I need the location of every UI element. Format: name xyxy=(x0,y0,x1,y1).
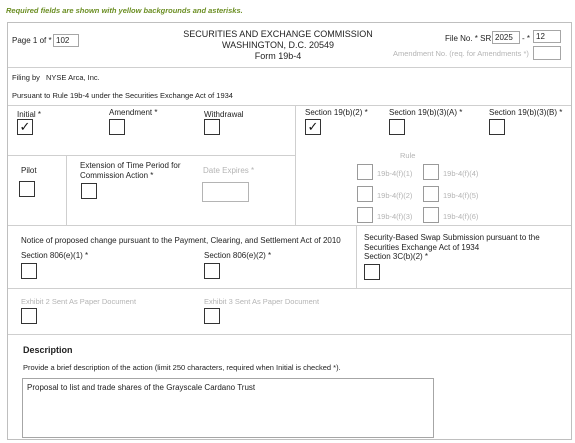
amendment-label: Amendment * xyxy=(109,108,158,117)
date-expires-input[interactable] xyxy=(202,182,249,202)
form-name: Form 19b-4 xyxy=(254,51,302,61)
initial-label: Initial * xyxy=(17,110,42,119)
description-instructions: Provide a brief description of the action (limit 250 characters, required when Initial is checked *). xyxy=(23,363,341,372)
amendment-no-input[interactable] xyxy=(533,46,561,60)
rule-19b4f2-checkbox[interactable] xyxy=(357,186,373,202)
section-806e2-label: Section 806(e)(2) * xyxy=(204,251,272,260)
divider xyxy=(295,105,296,225)
pursuant-text: Pursuant to Rule 19b-4 under the Securities Exchange Act of 1934 xyxy=(12,91,233,100)
file-year-input[interactable]: 2025 xyxy=(492,31,520,44)
file-no-separator: - * xyxy=(522,34,530,43)
section-19b2-checkbox[interactable]: ✓ xyxy=(305,119,321,135)
pilot-label: Pilot xyxy=(21,166,37,175)
page-total-input[interactable]: 102 xyxy=(53,34,79,47)
section-19b3a-label: Section 19(b)(3)(A) * xyxy=(389,108,463,117)
required-fields-notice: Required fields are shown with yellow backgrounds and asterisks. xyxy=(6,6,243,15)
section-19b3a-checkbox[interactable] xyxy=(389,119,405,135)
rule-19b4f3-label: 19b-4(f)(3) xyxy=(377,212,413,221)
pcs-act-notice: Notice of proposed change pursuant to the Payment, Clearing, and Settlement Act of 2010 xyxy=(21,236,341,245)
section-19b3b-label: Section 19(b)(3)(B) * xyxy=(489,108,563,117)
amendment-checkbox[interactable] xyxy=(109,119,125,135)
filing-by-label: Filing by xyxy=(12,73,40,82)
divider xyxy=(8,155,295,156)
section-19b2-label: Section 19(b)(2) * xyxy=(305,108,368,117)
exhibit3-checkbox[interactable] xyxy=(204,308,220,324)
extension-label-line1: Extension of Time Period for xyxy=(80,161,181,170)
swap-section-label: Section 3C(b)(2) * xyxy=(364,252,429,261)
exhibit2-checkbox[interactable] xyxy=(21,308,37,324)
divider xyxy=(8,225,571,226)
rule-19b4f2-label: 19b-4(f)(2) xyxy=(377,191,413,200)
divider xyxy=(8,105,571,106)
swap-line1: Security-Based Swap Submission pursuant to the xyxy=(364,233,540,242)
form-19b4 xyxy=(7,22,572,440)
rule-19b4f6-checkbox[interactable] xyxy=(423,207,439,223)
divider xyxy=(356,225,357,288)
agency-name: SECURITIES AND EXCHANGE COMMISSION xyxy=(183,29,373,39)
swap-line2: Securities Exchange Act of 1934 xyxy=(364,243,480,252)
swap-3cb2-checkbox[interactable] xyxy=(364,264,380,280)
description-heading: Description xyxy=(23,345,73,355)
extension-label-line2: Commission Action * xyxy=(80,171,154,180)
amendment-no-label: Amendment No. (req. for Amendments *) xyxy=(393,49,529,58)
agency-address: WASHINGTON, D.C. 20549 xyxy=(221,40,335,50)
rule-19b4f4-checkbox[interactable] xyxy=(423,164,439,180)
divider xyxy=(8,334,571,335)
page-label: Page 1 of * xyxy=(12,36,52,45)
extension-checkbox[interactable] xyxy=(81,183,97,199)
withdrawal-checkbox[interactable] xyxy=(204,119,220,135)
divider xyxy=(8,67,571,68)
description-textarea[interactable]: Proposal to list and trade shares of the Grayscale Cardano Trust xyxy=(22,378,434,438)
section-19b3b-checkbox[interactable] xyxy=(489,119,505,135)
pilot-checkbox[interactable] xyxy=(19,181,35,197)
rule-19b4f6-label: 19b-4(f)(6) xyxy=(443,212,479,221)
rule-19b4f1-checkbox[interactable] xyxy=(357,164,373,180)
filing-by-value: NYSE Arca, Inc. xyxy=(46,73,100,82)
rule-19b4f5-label: 19b-4(f)(5) xyxy=(443,191,479,200)
rule-19b4f5-checkbox[interactable] xyxy=(423,186,439,202)
section-806e1-label: Section 806(e)(1) * xyxy=(21,251,89,260)
withdrawal-label: Withdrawal xyxy=(204,110,244,119)
divider xyxy=(66,155,67,225)
rule-19b4f1-label: 19b-4(f)(1) xyxy=(377,169,413,178)
initial-checkbox[interactable]: ✓ xyxy=(17,119,33,135)
date-expires-label: Date Expires * xyxy=(203,166,255,175)
rule-19b4f4-label: 19b-4(f)(4) xyxy=(443,169,479,178)
rule-19b4f3-checkbox[interactable] xyxy=(357,207,373,223)
section-806e1-checkbox[interactable] xyxy=(21,263,37,279)
file-seq-input[interactable]: 12 xyxy=(533,30,561,43)
file-no-label: File No. * SR xyxy=(445,34,492,43)
exhibit3-label: Exhibit 3 Sent As Paper Document xyxy=(204,297,320,306)
section-806e2-checkbox[interactable] xyxy=(204,263,220,279)
exhibit2-label: Exhibit 2 Sent As Paper Document xyxy=(21,297,137,306)
divider xyxy=(8,288,571,289)
rule-label: Rule xyxy=(400,151,416,160)
